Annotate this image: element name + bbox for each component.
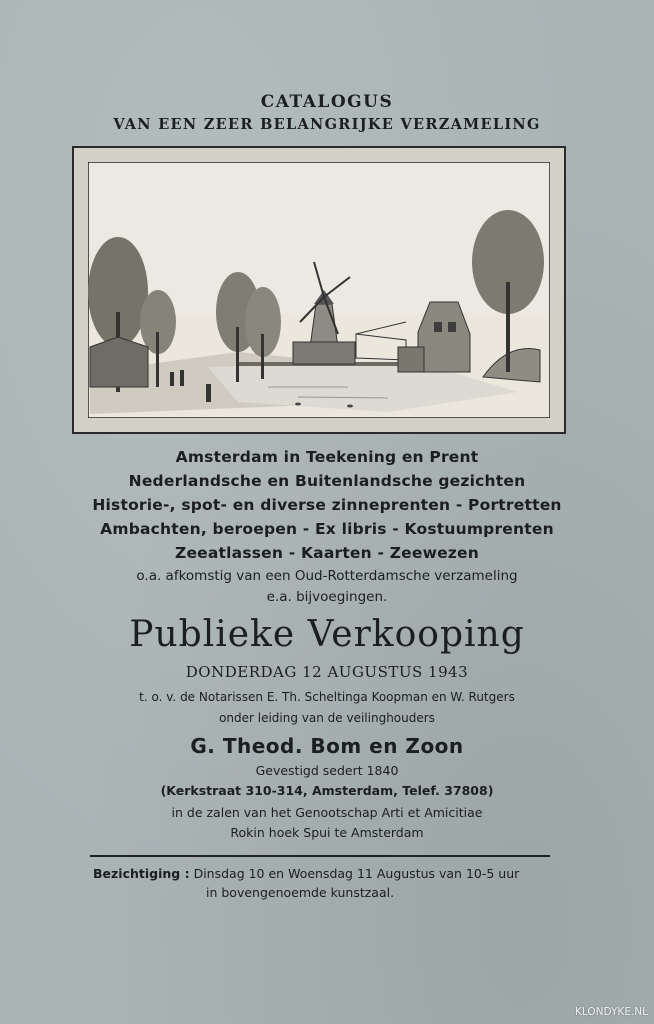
- watermark: KLONDYKE.NL: [575, 1006, 648, 1018]
- firm-address: (Kerkstraat 310-314, Amsterdam, Telef. 37808): [160, 783, 494, 798]
- sale-date: DONDERDAG 12 AUGUSTUS 1943: [185, 663, 469, 681]
- subject-line: Zeeatlassen - Kaarten - Zeewezen: [175, 544, 479, 562]
- catalogue-title: CATALOGUS: [260, 92, 394, 112]
- venue-line: in de zalen van het Genootschap Arti et Amicitiae: [171, 805, 483, 820]
- viewing-text-continued: in bovengenoemde kunstzaal.: [206, 885, 395, 900]
- subject-line: Nederlandsche en Buitenlandsche gezichten: [128, 472, 526, 490]
- subject-line: Amsterdam in Teekening en Prent: [175, 448, 479, 466]
- subject-line: Ambachten, beroepen - Ex libris - Kostuumprenten: [100, 520, 554, 538]
- established-line: Gevestigd sedert 1840: [255, 763, 399, 778]
- engraving-plate: [72, 146, 566, 434]
- auctioneer-lead: onder leiding van de veilinghouders: [219, 711, 435, 725]
- viewing-label: Bezichtiging :: [93, 866, 190, 881]
- divider: [90, 855, 550, 857]
- sale-title: Publieke Verkooping: [129, 614, 525, 655]
- windmill-canal-illustration: [88, 162, 550, 418]
- notaries-line: t. o. v. de Notarissen E. Th. Scheltinga Koopman en W. Rutgers: [139, 690, 515, 704]
- subject-line: Historie-, spot- en diverse zinneprenten - Portretten: [92, 496, 562, 514]
- venue-line: Rokin hoek Spui te Amsterdam: [230, 825, 424, 840]
- provenance-line: o.a. afkomstig van een Oud-Rotterdamsche verzameling: [136, 568, 518, 584]
- firm-name: G. Theod. Bom en Zoon: [190, 734, 464, 758]
- viewing-text: Dinsdag 10 en Woensdag 11 Augustus van 10-5 uur: [193, 866, 520, 881]
- catalogue-subtitle: VAN EEN ZEER BELANGRIJKE VERZAMELING: [113, 116, 541, 133]
- viewing-info: [93, 864, 563, 902]
- provenance-line: e.a. bijvoegingen.: [266, 589, 388, 605]
